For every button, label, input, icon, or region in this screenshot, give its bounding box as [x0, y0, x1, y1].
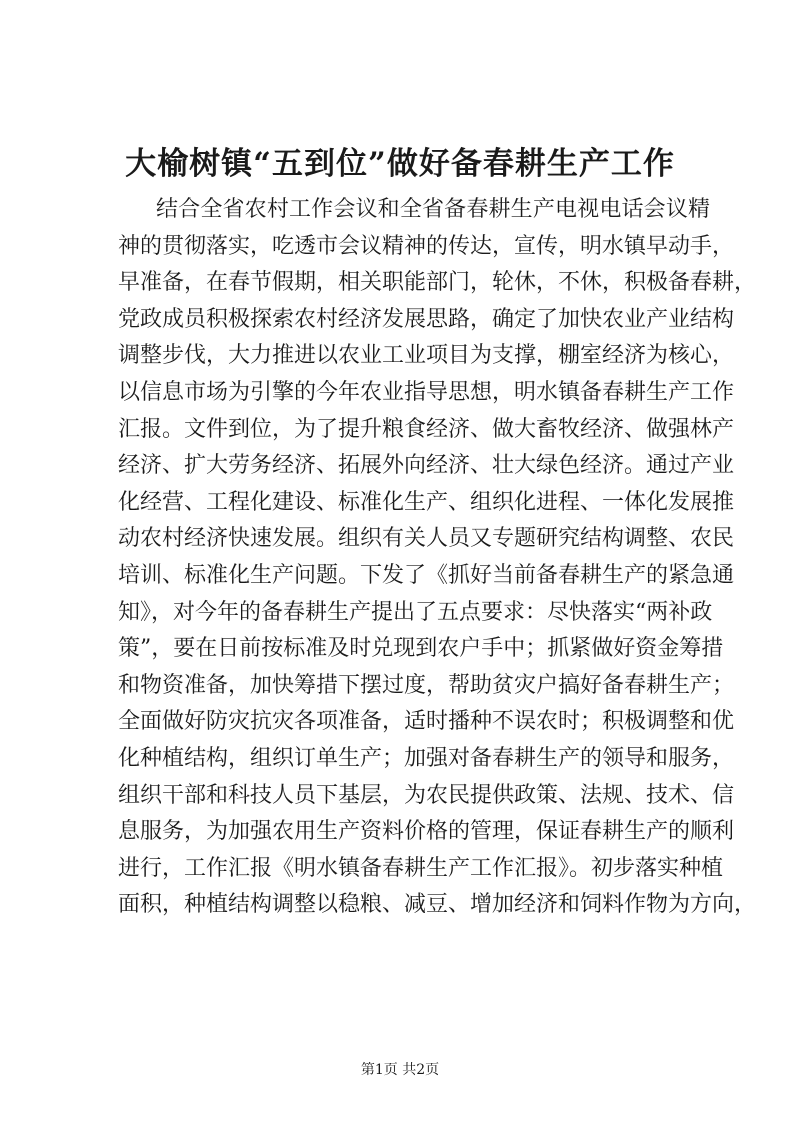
text-line: 以信息市场为引擎的今年农业指导思想，明水镇备春耕生产工作: [118, 379, 735, 405]
page-footer: [0, 1060, 800, 1080]
text-line: 经济、扩大劳务经济、拓展外向经济、壮大绿色经济。通过产业: [118, 453, 735, 479]
text-line: 化经营、工程化建设、标准化生产、组织化进程、一体化发展推: [118, 489, 735, 515]
text-line: 调整步伐，大力推进以农业工业项目为支撑，棚室经济为核心，: [118, 343, 735, 369]
text-line: 面积，种植结构调整以稳粮、减豆、增加经济和饲料作物为方向，: [118, 892, 757, 918]
text-line: 神的贯彻落实，吃透市会议精神的传达，宣传，明水镇早动手，: [118, 233, 735, 259]
text-line: 动农村经济快速发展。组织有关人员又专题研究结构调整、农民: [118, 526, 735, 552]
text-line: 组织干部和科技人员下基层，为农民提供政策、法规、技术、信: [118, 782, 735, 808]
page-indicator: 第1页 共2页: [360, 1062, 440, 1078]
body-paragraph: [118, 192, 757, 924]
text-line: 息服务，为加强农用生产资料价格的管理，保证春耕生产的顺利: [118, 819, 735, 845]
text-line: 汇报。文件到位，为了提升粮食经济、做大畜牧经济、做强林产: [118, 416, 735, 442]
text-line: 早准备，在春节假期，相关职能部门，轮休，不休，积极备春耕，: [118, 270, 757, 296]
text-line: 结合全省农村工作会议和全省备春耕生产电视电话会议精: [156, 197, 710, 222]
text-line: 化种植结构，组织订单生产；加强对备春耕生产的领导和服务，: [118, 745, 735, 771]
text-line: 全面做好防灾抗灾各项准备，适时播种不误农时；积极调整和优: [118, 709, 735, 735]
text-line: 进行，工作汇报《明水镇备春耕生产工作汇报》。初步落实种植: [118, 855, 724, 881]
document-title: 大榆树镇“五到位”做好备春耕生产工作: [125, 146, 675, 182]
text-line: 党政成员积极探索农村经济发展思路，确定了加快农业产业结构: [118, 306, 735, 332]
text-line: 培训、标准化生产问题。下发了《抓好当前备春耕生产的紧急通: [118, 562, 735, 588]
text-line: 和物资准备，加快筹措下摆过度，帮助贫灾户搞好备春耕生产；: [118, 672, 735, 698]
text-line: 策”，要在日前按标准及时兑现到农户手中；抓紧做好资金筹措: [118, 636, 724, 662]
text-line: 知》，对今年的备春耕生产提出了五点要求：尽快落实“两补政: [118, 599, 713, 625]
